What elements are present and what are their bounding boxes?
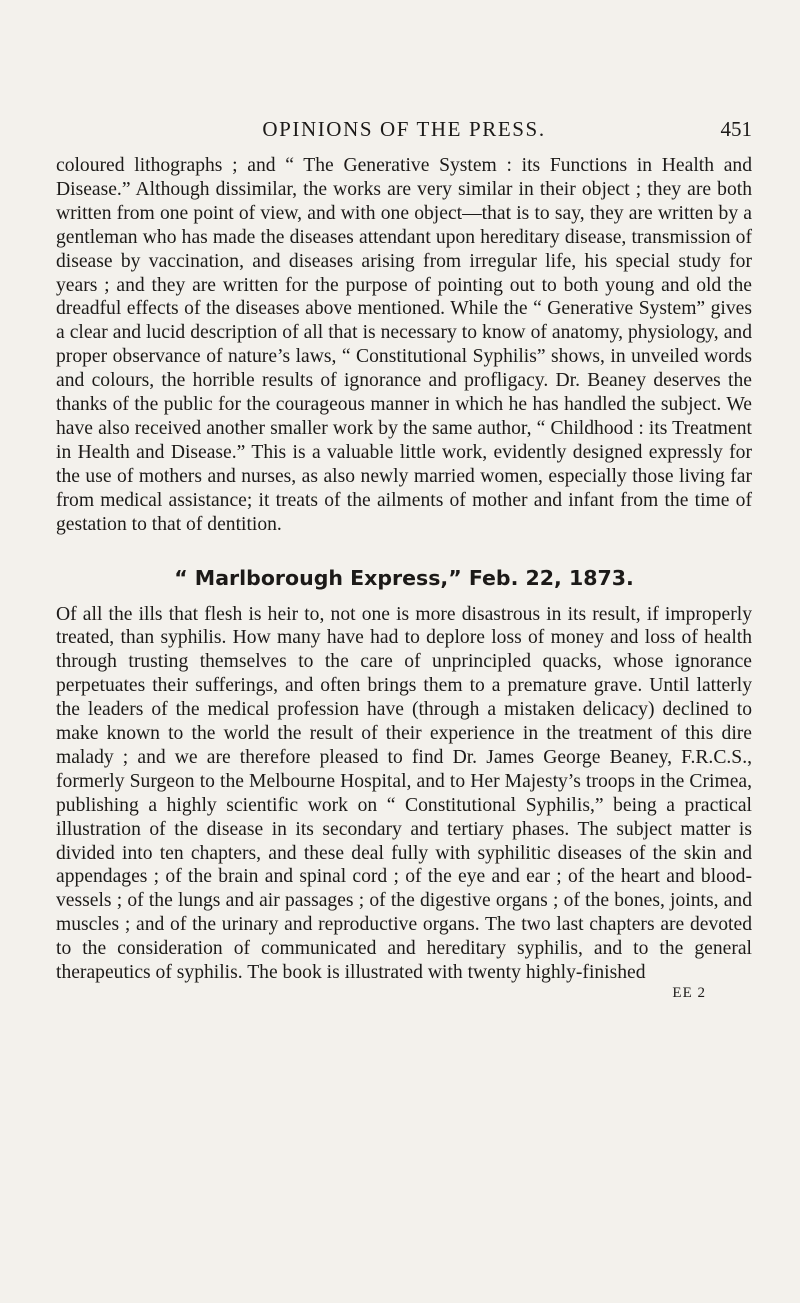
paragraph-continued: coloured lithographs ; and “ The Generative System : its Functions in Health and Disease.” Although dissimilar, the works are very similar in their object ; they are both written from one point of view, and with one object—that is to say, they are written by a gentleman who has made the diseases attendant upon hereditary disease, transmission of disease by vaccination, and diseases arising from irregular life, his special study for years ; and they are written for the purpose of pointing out to both young and old the dreadful effects of the diseases above mentioned. While the “ Generative System” gives a clear and lucid description of all that is necessary to know of anatomy, physiology, and proper observance of nature’s laws, “ Constitutional Syphilis” shows, in unveiled words and colours, the horrible results of ignorance and profligacy. Dr. Beaney deserves the thanks of the public for the courageous manner in which he has handled the subject. We have also received another smaller work by the same author, “ Childhood : its Treatment in Health and Disease.” This is a valuable little work, evidently designed expressly for the use of mothers and nurses, as also newly married women, especially those living far from medical assistance; it treats of the ailments of mother and infant from the time of gestation to that of dentition.: [56, 155, 752, 535]
page-number: 451: [720, 117, 752, 141]
section-heading: “ Marlborough Express,” Feb. 22, 1873.: [174, 565, 634, 590]
running-title: OPINIONS OF THE PRESS.: [262, 117, 546, 141]
running-head: [56, 114, 752, 144]
body-text: [56, 154, 752, 1003]
paragraph-marlborough-review: Of all the ills that flesh is heir to, not one is more disastrous in its result, if improperly treated, than syphilis. How many have had to deplore loss of money and loss of health through trusting themselves to the care of unprincipled quacks, whose ignorance perpetuates their sufferings, and often brings them to a premature grave. Until latterly the leaders of the medical profession have (through a mistaken delicacy) declined to make known to the world the result of their experience in the treatment of this dire malady ; and we are therefore pleased to find Dr. James George Beaney, F.R.C.S., formerly Surgeon to the Melbourne Hospital, and to Her Majesty’s troops in the Crimea, publishing a highly scientific work on “ Constitutional Syphilis,” being a practical illustration of the disease in its secondary and tertiary phases. The subject matter is divided into ten chapters, and these deal fully with syphilitic diseases of the skin and appendages ; of the brain and spinal cord ; of the eye and ear ; of the heart and blood-vessels ; of the lungs and air passages ; of the digestive organs ; of the bones, joints, and muscles ; and of the urinary and reproductive organs. The two last chapters are devoted to the consideration of communicated and hereditary syphilis, and to the general therapeutics of syphilis. The book is illustrated with twenty highly-finished: [56, 603, 752, 984]
signature-mark: EE 2: [672, 985, 706, 1001]
